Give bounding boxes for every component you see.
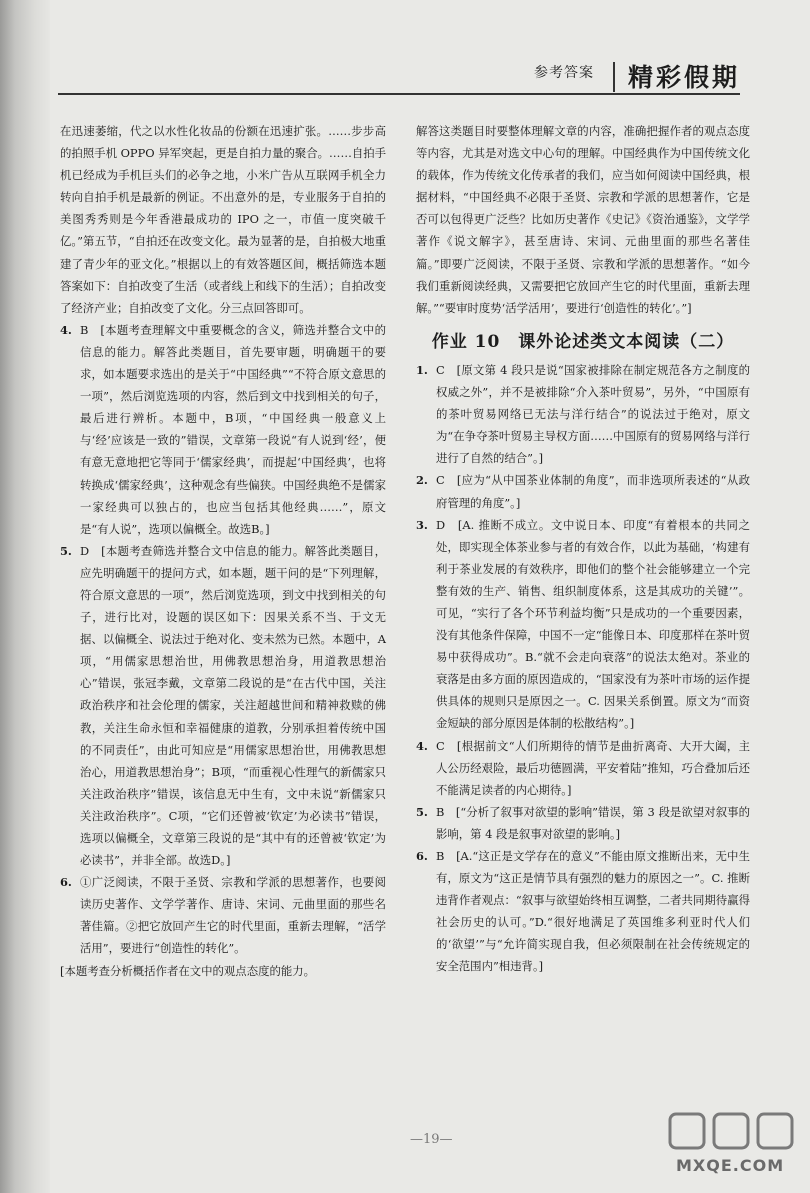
item-number: 5. — [60, 543, 72, 558]
item-number: 4. — [416, 738, 428, 753]
header-divider — [613, 62, 615, 92]
section-title: 作业 10 课外论述类文本阅读（二） — [431, 331, 735, 352]
header-rule-right — [620, 93, 740, 95]
item-text: C [应为“从中国茶业体制的角度”，而非选项所表述的“从政府管理的角度”。] — [436, 473, 750, 510]
answer-item — [416, 735, 750, 801]
right-intro: 解答这类题目时要整体理解文章的内容，准确把握作者的观点态度等内容，尤其是对选文中心句的理解。中国经典作为中国传统文化的载体，作为传统文化传承者的我们，应当如何阅读中国经典，根据材料，“中国经典不必限于圣贤、宗教和学派的思想著作，它是否可以包得更广泛些？比如历史著作《史记》《资治通鉴》，文学学著作《说文解字》，甚至唐诗、宋词、元曲里面的那些名著佳篇。”即要广泛阅读，不限于圣贤、宗教和学派的思想著作。“如今我们重新阅读经典，又需要把它放回产生它的时代里面，重新去理解。”“要审时度势‘活学活用’，要进行‘创造性的转化’。”] — [416, 124, 750, 315]
item-text: B [A.“这正是文学存在的意义”不能由原文推断出来，无中生有，原文为“这正是情节具有强烈的魅力的原因之一”。C. 推断违背作者观点：“叙事与欲望始终相互调整，二者共同期待赢得社会历史的认可。”D.“很好地满足了英国维多利亚时代人们的‘欲望’”与“允许简实现自我，但必须限制在社会传统规定的安全范围内”相违背。] — [436, 849, 750, 974]
answer-item — [416, 514, 750, 735]
left-intro: 在迅速萎缩，代之以水性化妆品的份额在迅速扩张。……步步高的拍照手机 OPPO 异军突起，更是自拍力量的聚合。……自拍手机已经成为手机巨头们的必争之地，小米广告从互联网手机全力转向自拍手机是最新的例证。不出意外的是，专业服务于自拍的美图秀秀则是今年香港最成功的 IPO 之一，市值一度突破千亿。”第五节，“自拍还在改变文化。最为显著的是，自拍极大地重建了青少年的亚文化。”根据以上的有效答题区间，概括筛选本题答案如下：自拍改变了生活（或者线上和线下的生活）；自拍改变了经济产业；自拍改变了文化。分三点回答即可。 — [60, 124, 387, 315]
item-text: D [本题考查筛选并整合文中信息的能力。解答此类题目，应先明确题干的提问方式，如本题，题干问的是“下列理解，符合原文意思的一项”，然后浏览选项，到文中找到相关的句子，进行比对，设题的误区如下：因果关系不当、于文无据、以偏概全、说法过于绝对化、变未然为已然。本题中，A项，“用儒家思想治世，用佛教思想治身，用道教思想治心”错误，张冠李戴，文章第二段说的是“在古代中国，关注政治秩序和社会伦理的儒家，关注超越世间和精神救赎的佛教，关注生命永恒和幸福健康的道教，分别承担着传统中国的不同责任”，由此可知应是“用儒家思想治世，用佛教思想治心，用道教思想治身”；B项，“而重视心性理气的新儒家只关注政治秩序”错误，该信息无中生有，文中未说“新儒家只关注政治秩序”。C项，“它们还曾被‘钦定’为必读书”错误，选项以偏概全，文章第三段说的是“其中有的还曾被‘钦定’为必读书”，并非全部。故选D。] — [80, 543, 386, 868]
answer-item — [416, 801, 750, 845]
item-number: 6. — [416, 849, 428, 863]
answer-item — [416, 845, 750, 978]
answer-item — [60, 871, 386, 959]
item-number: 3. — [416, 517, 428, 532]
page-number: —19— — [410, 1132, 453, 1147]
right-column — [416, 120, 750, 978]
item-text: B [本题考查理解文中重要概念的含义，筛选并整合文中的信息的能力。解答此类题目，首先要审题，明确题干的要求，如本题要求选出的是关于“中国经典”“不符合原文意思的一项”，然后浏览选项的内容，然后到文中找到相关的句子，最后进行辨析。本题中，B项，“中国经典一般意义上与‘经’应该是一致的”错误，文章第一段说“有人说到‘经’，便有意无意地把它等同于‘儒家经典’，而提起‘中国经典’，也将转换成‘儒家经典’，这种观念有些偏狭。中国经典绝不是儒家一家经典可以独占的，也应当包括其他经典……”，原文是“有人说”，选项以偏概全。故选B。] — [80, 322, 386, 536]
item-number: 5. — [416, 804, 428, 819]
item-text: ①广泛阅读，不限于圣贤、宗教和学派的思想著作，也要阅读历史著作、文学学著作、唐诗、宋词、元曲里面的那些名著佳篇。②把它放回产生它的时代里面，重新去理解，“活学活用”，要进行“创造性的转化”。 — [80, 875, 386, 956]
answer-item — [60, 319, 386, 540]
item-number: 1. — [416, 362, 428, 377]
item-number: 2. — [416, 473, 428, 488]
left-column — [60, 120, 386, 982]
item-number: 6. — [60, 875, 72, 890]
left-tail: [本题考查分析概括作者在文中的观点态度的能力。 — [60, 963, 316, 978]
answer-item — [60, 540, 386, 871]
header-rule — [58, 93, 620, 95]
header-brand: 精彩假期 — [628, 63, 741, 92]
item-number: 4. — [60, 322, 72, 337]
header-label: 参考答案 — [534, 65, 594, 81]
answer-item — [416, 359, 750, 469]
item-text: C [原文第 4 段只是说“国家被排除在制定规范各方之制度的权威之外”，并不是被排除“介入茶叶贸易”，另外，“中国原有的茶叶贸易网络已无法与洋行结合”的说法过于绝对，原文为“在争夺茶叶贸易主导权方面……中国原有的贸易网络与洋行进行了自然的结合”。] — [436, 362, 750, 466]
item-text: D [A. 推断不成立。文中说日本、印度“有着根本的共同之处，即实现全体茶业参与者的有效合作，以此为基础，‘构建有利于茶业发展的有效秩序，即他们的整个社会能够建立一个完整有效的生产、销售、组织制度体系，这是其成功的关键’”。可见，“实行了各个环节利益均衡”只是成功的一个重要因素，没有其他条件保障，中国不一定“能像日本、印度那样在茶叶贸易中获得成功”。B.“就不会走向衰落”的说法太绝对。茶业的衰落是由多方面的原因造成的，“国家没有为茶叶市场的运作提供具体的规则只是原因之一。C. 因果关系倒置。原文为“而资金短缺的部分原因是体制的松散结构”。] — [436, 517, 750, 731]
watermark-text: MXQE.COM — [676, 1156, 785, 1175]
answer-item — [416, 469, 750, 513]
item-text: B [“分析了叙事对欲望的影响”错误，第 3 段是欲望对叙事的影响，第 4 段是叙事对欲望的影响。] — [436, 804, 750, 841]
book-spine-shadow — [0, 0, 50, 1193]
item-text: C [根据前文“人们所期待的情节是曲折离奇、大开大阖，主人公历经艰险，最后功德圆满，平安着陆”推知，巧合叠加后还不能满足读者的内心期待。] — [436, 738, 750, 797]
